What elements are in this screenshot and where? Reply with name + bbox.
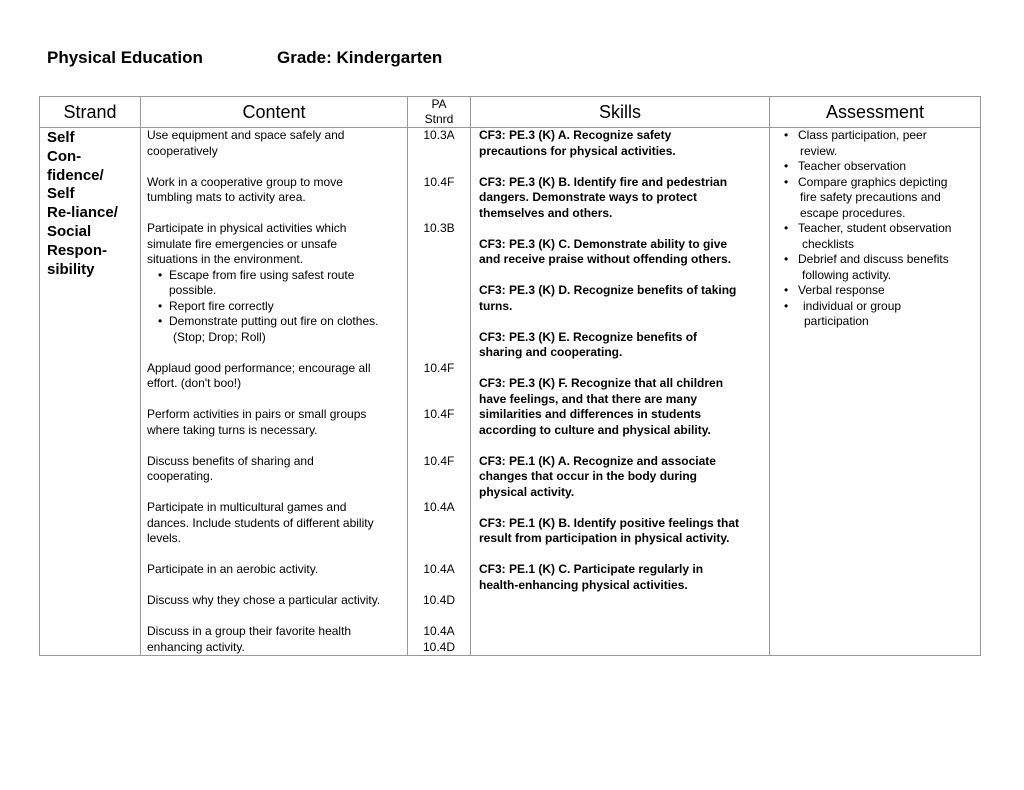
content-line: situations in the environment. [147,252,304,266]
pa-item [408,407,470,438]
content-item [147,500,403,547]
content-cell [141,128,408,656]
skill-line: changes that occur in the body during [479,469,698,483]
content-line: Discuss benefits of sharing and [147,453,314,468]
assessment-item-continuation: participation [804,314,869,328]
content-bullet: • Report fire correctly [147,299,403,315]
content-line: cooperatively [147,143,218,158]
pa-header-line: PA [431,97,447,111]
table-row [40,128,981,656]
skills-cell [471,128,770,656]
assessment-item-continuation: checklists [802,236,855,251]
pa-code: 10.4F [423,360,455,375]
content-bullet-continuation: possible. [169,283,217,297]
page-header [47,48,443,68]
assessment-item-continuation: review. [800,143,838,158]
content-bullet-list [147,268,403,330]
skill-line: dangers. Demonstrate ways to protect [479,190,698,204]
pa-code: 10.4A [423,624,455,638]
assessment-item: • Compare graphics depicting [780,175,976,191]
assessment-item: • Verbal response [780,283,976,299]
content-line: (Stop; Drop; Roll) [173,329,266,344]
content-line: Applaud good performance; encourage all [147,360,371,375]
content-line: dances. Include students of different ability [147,515,374,530]
pa-item [408,624,470,655]
content-line: Participate in physical activities which [147,221,347,235]
skills-header: Skills [471,97,770,128]
content-line: Participate in multicultural games and [147,500,347,514]
content-line: cooperating. [147,469,214,483]
strand-line: sibility [47,260,95,278]
skill-line: CF3: PE.3 (K) C. Demonstrate ability to give [479,236,728,251]
content-line: where taking turns is necessary. [147,422,318,437]
content-item [147,175,403,206]
pa-code: 10.4D [422,639,456,654]
content-line: Discuss why they chose a particular activity. [147,593,381,607]
content-line: Discuss in a group their favorite health [147,624,352,638]
content-bullet: • Demonstrate putting out fire on clothes. [147,314,403,330]
strand-header: Strand [40,97,141,128]
pa-item [408,221,470,345]
pa-item [408,128,470,159]
content-line: tumbling mats to activity area. [147,190,306,204]
pa-code: 10.4F [423,453,455,468]
pa-item [408,361,470,392]
skill-line: CF3: PE.3 (K) E. Recognize benefits of [479,329,698,344]
skill-line: CF3: PE.3 (K) B. Identify fire and pedestrian [479,174,728,189]
content-line: Work in a cooperative group to move [147,174,343,189]
assessment-cell [770,128,981,656]
pa-code: 10.4A [423,500,455,514]
skill-item [479,562,765,593]
strand-line: Self [47,185,75,203]
skill-line: CF3: PE.3 (K) F. Recognize that all children [479,376,724,390]
curriculum-table [39,96,981,656]
assessment-item-continuation: fire safety precautions and [800,190,941,204]
content-line: simulate fire emergencies or unsafe [147,236,338,251]
assessment-item: • Class participation, peer [780,128,976,144]
strand-line: Social [47,222,92,240]
skill-line: CF3: PE.1 (K) A. Recognize and associate [479,453,716,468]
content-item [147,361,403,392]
skill-line: result from participation in physical activity. [479,531,730,545]
strand-line: Re-liance/ [47,204,118,222]
pa-code: 10.4F [423,174,455,189]
skill-item [479,237,765,268]
skill-line: similarities and differences in students [479,407,702,421]
skill-line: precautions for physical activities. [479,143,676,158]
strand-line: Self [47,129,75,146]
content-item [147,562,403,578]
content-item [147,593,403,609]
skill-item [479,128,765,159]
pa-code: 10.3B [423,221,455,235]
content-item [147,407,403,438]
pa-code: 10.4D [422,593,456,607]
content-line: enhancing activity. [147,639,245,654]
skill-line: sharing and cooperating. [479,345,623,359]
assessment-item: • individual or group [780,299,976,315]
skill-item [479,516,765,547]
pa-standard-header [408,97,471,128]
skill-line: CF3: PE.1 (K) B. Identify positive feelings that [479,515,740,530]
pa-code: 10.4A [423,562,455,576]
assessment-list [780,128,976,330]
pa-header-line: Stnrd [424,112,454,126]
assessment-item-continuation: escape procedures. [800,205,906,220]
skill-line: CF3: PE.3 (K) D. Recognize benefits of taking [479,283,737,297]
pa-item [408,175,470,206]
skill-line: according to culture and physical ability. [479,422,711,437]
content-line: Perform activities in pairs or small groups [147,407,367,421]
assessment-header: Assessment [770,97,981,128]
content-item [147,221,403,345]
skill-line: have feelings, and that there are many [479,391,698,406]
pa-code: 10.3A [423,128,455,142]
skill-item [479,175,765,222]
content-item [147,624,403,655]
content-line: levels. [147,531,182,545]
content-header: Content [141,97,408,128]
strand-cell [40,128,141,656]
grade-title: Grade: Kindergarten [277,48,443,67]
pa-item [408,562,470,578]
subject-title: Physical Education [47,48,203,67]
skill-line: and receive praise without offending others. [479,252,732,266]
skill-line: CF3: PE.3 (K) A. Recognize safety [479,128,672,142]
skill-line: physical activity. [479,484,575,499]
strand-line: Respon- [47,241,107,259]
content-item [147,128,403,159]
skill-line: CF3: PE.1 (K) C. Participate regularly in [479,562,704,576]
assessment-item: • Teacher, student observation [780,221,976,237]
assessment-item: • Debrief and discuss benefits [780,252,976,268]
skill-item [479,454,765,501]
pa-item [408,593,470,609]
skill-item [479,376,765,438]
assessment-item: • Teacher observation [780,159,976,175]
pa-standard-cell [408,128,471,656]
skill-item [479,283,765,314]
assessment-item-continuation: following activity. [802,267,892,282]
skill-line: turns. [479,298,513,313]
skill-line: health-enhancing physical activities. [479,577,688,592]
skill-line: themselves and others. [479,205,613,220]
content-line: Use equipment and space safely and [147,128,345,142]
strand-line: Con- [47,147,82,165]
content-item [147,454,403,485]
content-line: Participate in an aerobic activity. [147,562,319,576]
skill-item [479,330,765,361]
table-header-row [40,97,981,128]
pa-item [408,500,470,547]
content-line: effort. (don't boo!) [147,376,242,390]
content-bullet: • Escape from fire using safest route [147,268,403,284]
strand-line: fidence/ [47,166,104,184]
pa-code: 10.4F [423,407,455,421]
pa-item [408,454,470,485]
